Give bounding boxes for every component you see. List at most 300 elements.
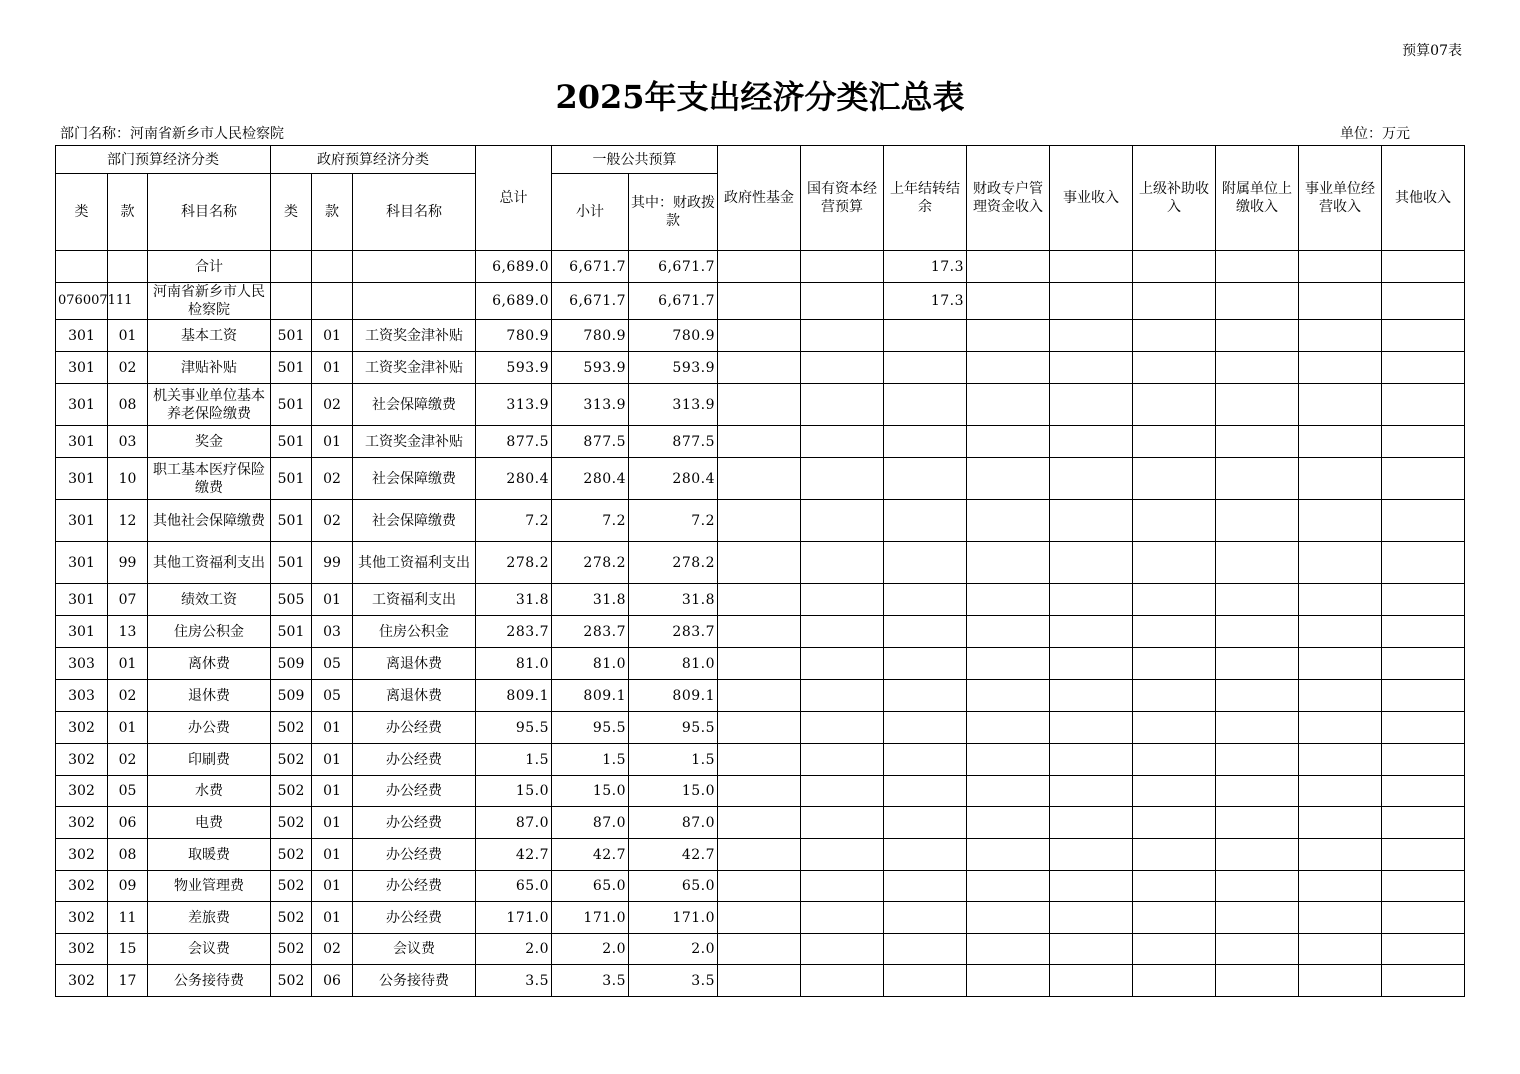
- cell-gov-kuan: 06: [312, 965, 353, 997]
- cell-superior-subsidy: [1133, 584, 1216, 616]
- cell-gov-lei: 502: [271, 965, 312, 997]
- cell-carryover: [884, 776, 967, 807]
- cell-business-income: [1050, 283, 1133, 320]
- cell-gov-kuan: 02: [312, 384, 353, 426]
- cell-dept-name: 机关事业单位基本养老保险缴费: [148, 384, 271, 426]
- cell-carryover: [884, 680, 967, 712]
- cell-gov-name: 会议费: [353, 934, 476, 965]
- header-subtotal: 小计: [552, 174, 629, 251]
- cell-total: 283.7: [476, 616, 552, 648]
- cell-total: 3.5: [476, 965, 552, 997]
- cell-other: [1382, 384, 1465, 426]
- cell-gov-lei: 502: [271, 871, 312, 902]
- cell-business-income: [1050, 320, 1133, 352]
- cell-other: [1382, 902, 1465, 934]
- cell-total: 280.4: [476, 458, 552, 500]
- cell-gov-lei: 502: [271, 712, 312, 744]
- cell-special-fund: [967, 426, 1050, 458]
- cell-gov-fund: [718, 965, 801, 997]
- cell-dept-kuan: 02: [108, 680, 148, 712]
- cell-superior-subsidy: [1133, 871, 1216, 902]
- form-number: 预算07表: [1402, 43, 1462, 59]
- cell-affiliated: [1216, 648, 1299, 680]
- cell-carryover: [884, 839, 967, 871]
- cell-affiliated: [1216, 251, 1299, 283]
- cell-gov-name: 社会保障缴费: [353, 458, 476, 500]
- cell-dept-lei: [56, 251, 108, 283]
- cell-total: 2.0: [476, 934, 552, 965]
- cell-carryover: [884, 320, 967, 352]
- cell-subtotal: 15.0: [552, 776, 629, 807]
- cell-state-capital: [801, 712, 884, 744]
- cell-subtotal: 42.7: [552, 839, 629, 871]
- cell-business-income: [1050, 839, 1133, 871]
- cell-operating: [1299, 871, 1382, 902]
- table-row: [56, 648, 1465, 680]
- cell-total: 6,689.0: [476, 283, 552, 320]
- cell-dept-lei: 303: [56, 648, 108, 680]
- cell-operating: [1299, 320, 1382, 352]
- cell-gov-kuan: 01: [312, 776, 353, 807]
- cell-gov-kuan: 01: [312, 902, 353, 934]
- cell-dept-name: 基本工资: [148, 320, 271, 352]
- cell-total: 278.2: [476, 542, 552, 584]
- cell-special-fund: [967, 776, 1050, 807]
- cell-gov-name: 住房公积金: [353, 616, 476, 648]
- cell-operating: [1299, 776, 1382, 807]
- cell-dept-lei: 302: [56, 712, 108, 744]
- cell-other: [1382, 320, 1465, 352]
- header-state-capital: 国有资本经营预算: [801, 146, 884, 251]
- cell-gov-name: 办公经费: [353, 744, 476, 776]
- cell-operating: [1299, 965, 1382, 997]
- cell-total: 1.5: [476, 744, 552, 776]
- cell-fiscal-allot: 65.0: [629, 871, 718, 902]
- cell-special-fund: [967, 384, 1050, 426]
- cell-operating: [1299, 807, 1382, 839]
- cell-subtotal: 6,671.7: [552, 251, 629, 283]
- cell-business-income: [1050, 384, 1133, 426]
- cell-affiliated: [1216, 320, 1299, 352]
- cell-dept-lei: 301: [56, 616, 108, 648]
- cell-dept-lei: 301: [56, 320, 108, 352]
- cell-special-fund: [967, 616, 1050, 648]
- cell-carryover: [884, 384, 967, 426]
- cell-subtotal: 65.0: [552, 871, 629, 902]
- cell-subtotal: 3.5: [552, 965, 629, 997]
- cell-fiscal-allot: 87.0: [629, 807, 718, 839]
- cell-business-income: [1050, 744, 1133, 776]
- cell-superior-subsidy: [1133, 500, 1216, 542]
- cell-subtotal: 283.7: [552, 616, 629, 648]
- table-row: [56, 902, 1465, 934]
- cell-subtotal: 2.0: [552, 934, 629, 965]
- cell-gov-kuan: 01: [312, 584, 353, 616]
- cell-affiliated: [1216, 871, 1299, 902]
- cell-special-fund: [967, 807, 1050, 839]
- cell-dept-name: 合计: [148, 251, 271, 283]
- cell-special-fund: [967, 584, 1050, 616]
- cell-gov-kuan: [312, 251, 353, 283]
- cell-affiliated: [1216, 500, 1299, 542]
- cell-other: [1382, 251, 1465, 283]
- cell-gov-lei: 501: [271, 500, 312, 542]
- cell-dept-name: 绩效工资: [148, 584, 271, 616]
- cell-superior-subsidy: [1133, 283, 1216, 320]
- table-row: [56, 500, 1465, 542]
- header-kuan: 款: [108, 174, 148, 251]
- cell-business-income: [1050, 807, 1133, 839]
- cell-subtotal: 87.0: [552, 807, 629, 839]
- cell-superior-subsidy: [1133, 352, 1216, 384]
- cell-gov-lei: 501: [271, 458, 312, 500]
- cell-carryover: 17.3: [884, 283, 967, 320]
- cell-subtotal: 95.5: [552, 712, 629, 744]
- cell-operating: [1299, 616, 1382, 648]
- cell-dept-name: 其他社会保障缴费: [148, 500, 271, 542]
- cell-dept-kuan: 09: [108, 871, 148, 902]
- cell-dept-lei: 302: [56, 902, 108, 934]
- cell-dept-name: 河南省新乡市人民检察院: [148, 283, 271, 320]
- cell-gov-fund: [718, 839, 801, 871]
- cell-fiscal-allot: 2.0: [629, 934, 718, 965]
- cell-state-capital: [801, 352, 884, 384]
- cell-other: [1382, 871, 1465, 902]
- header-subject-name: 科目名称: [148, 174, 271, 251]
- cell-gov-name: [353, 283, 476, 320]
- cell-gov-fund: [718, 680, 801, 712]
- cell-state-capital: [801, 283, 884, 320]
- cell-fiscal-allot: 313.9: [629, 384, 718, 426]
- cell-gov-fund: [718, 500, 801, 542]
- cell-dept-kuan: 01: [108, 648, 148, 680]
- cell-total: 65.0: [476, 871, 552, 902]
- cell-gov-lei: 505: [271, 584, 312, 616]
- table-row: [56, 584, 1465, 616]
- cell-dept-kuan: 15: [108, 934, 148, 965]
- cell-superior-subsidy: [1133, 839, 1216, 871]
- cell-dept-kuan: [108, 251, 148, 283]
- cell-operating: [1299, 934, 1382, 965]
- cell-other: [1382, 934, 1465, 965]
- cell-fiscal-allot: 593.9: [629, 352, 718, 384]
- cell-gov-lei: 509: [271, 648, 312, 680]
- cell-operating: [1299, 283, 1382, 320]
- header-total: 总计: [476, 146, 552, 251]
- cell-dept-kuan: 02: [108, 352, 148, 384]
- cell-gov-fund: [718, 616, 801, 648]
- cell-gov-kuan: 05: [312, 648, 353, 680]
- header-carryover: 上年结转结余: [884, 146, 967, 251]
- cell-state-capital: [801, 680, 884, 712]
- cell-total: 877.5: [476, 426, 552, 458]
- cell-dept-name: 水费: [148, 776, 271, 807]
- department-label: 部门名称：河南省新乡市人民检察院: [60, 126, 284, 142]
- cell-dept-kuan: 07: [108, 584, 148, 616]
- cell-affiliated: [1216, 839, 1299, 871]
- cell-state-capital: [801, 807, 884, 839]
- cell-special-fund: [967, 648, 1050, 680]
- cell-dept-lei: 302: [56, 839, 108, 871]
- cell-gov-kuan: 01: [312, 744, 353, 776]
- header-affiliated: 附属单位上缴收入: [1216, 146, 1299, 251]
- cell-gov-kuan: 01: [312, 712, 353, 744]
- cell-dept-name: 会议费: [148, 934, 271, 965]
- cell-carryover: [884, 712, 967, 744]
- cell-superior-subsidy: [1133, 542, 1216, 584]
- cell-business-income: [1050, 616, 1133, 648]
- header-gov-kuan: 款: [312, 174, 353, 251]
- cell-dept-lei: 301: [56, 352, 108, 384]
- cell-operating: [1299, 744, 1382, 776]
- cell-superior-subsidy: [1133, 251, 1216, 283]
- table-row: [56, 426, 1465, 458]
- cell-superior-subsidy: [1133, 712, 1216, 744]
- cell-dept-name: 津贴补贴: [148, 352, 271, 384]
- cell-dept-lei: 302: [56, 934, 108, 965]
- unit-label: 单位：万元: [1340, 126, 1410, 142]
- cell-dept-lei: 301: [56, 384, 108, 426]
- cell-subtotal: 6,671.7: [552, 283, 629, 320]
- cell-carryover: [884, 965, 967, 997]
- cell-carryover: [884, 500, 967, 542]
- cell-dept-lei: 302: [56, 776, 108, 807]
- cell-gov-name: 办公经费: [353, 807, 476, 839]
- cell-dept-kuan: 02: [108, 744, 148, 776]
- expenditure-table: [55, 145, 1465, 997]
- header-fiscal-allot: 其中：财政拨款: [629, 174, 718, 251]
- cell-gov-lei: 502: [271, 807, 312, 839]
- cell-total: 313.9: [476, 384, 552, 426]
- header-special-fund: 财政专户管理资金收入: [967, 146, 1050, 251]
- cell-carryover: [884, 871, 967, 902]
- cell-dept-kuan: 08: [108, 384, 148, 426]
- cell-gov-kuan: 02: [312, 934, 353, 965]
- cell-operating: [1299, 839, 1382, 871]
- cell-gov-name: 离退休费: [353, 648, 476, 680]
- cell-fiscal-allot: 1.5: [629, 744, 718, 776]
- cell-special-fund: [967, 744, 1050, 776]
- cell-other: [1382, 500, 1465, 542]
- cell-fiscal-allot: 15.0: [629, 776, 718, 807]
- cell-gov-fund: [718, 871, 801, 902]
- cell-business-income: [1050, 542, 1133, 584]
- cell-fiscal-allot: 7.2: [629, 500, 718, 542]
- cell-special-fund: [967, 965, 1050, 997]
- cell-gov-name: 社会保障缴费: [353, 500, 476, 542]
- cell-gov-lei: 501: [271, 384, 312, 426]
- cell-business-income: [1050, 712, 1133, 744]
- cell-subtotal: 7.2: [552, 500, 629, 542]
- cell-gov-kuan: 01: [312, 807, 353, 839]
- cell-dept-lei: 302: [56, 744, 108, 776]
- cell-gov-fund: [718, 352, 801, 384]
- cell-other: [1382, 965, 1465, 997]
- cell-total: 780.9: [476, 320, 552, 352]
- cell-special-fund: [967, 680, 1050, 712]
- cell-dept-name: 住房公积金: [148, 616, 271, 648]
- cell-dept-lei: 301: [56, 500, 108, 542]
- header-operating: 事业单位经营收入: [1299, 146, 1382, 251]
- header-dept-group: 部门预算经济分类: [56, 146, 271, 174]
- cell-gov-name: 公务接待费: [353, 965, 476, 997]
- table-row: [56, 965, 1465, 997]
- cell-other: [1382, 542, 1465, 584]
- table-row: [56, 871, 1465, 902]
- cell-superior-subsidy: [1133, 744, 1216, 776]
- cell-gov-name: 工资奖金津补贴: [353, 352, 476, 384]
- cell-superior-subsidy: [1133, 680, 1216, 712]
- cell-gov-fund: [718, 648, 801, 680]
- cell-subtotal: 278.2: [552, 542, 629, 584]
- cell-special-fund: [967, 352, 1050, 384]
- cell-gov-kuan: 01: [312, 426, 353, 458]
- cell-state-capital: [801, 542, 884, 584]
- cell-carryover: [884, 934, 967, 965]
- cell-business-income: [1050, 458, 1133, 500]
- cell-superior-subsidy: [1133, 616, 1216, 648]
- cell-fiscal-allot: 6,671.7: [629, 251, 718, 283]
- cell-carryover: [884, 616, 967, 648]
- cell-carryover: [884, 458, 967, 500]
- cell-subtotal: 593.9: [552, 352, 629, 384]
- cell-operating: [1299, 712, 1382, 744]
- cell-dept-kuan: 12: [108, 500, 148, 542]
- cell-fiscal-allot: 171.0: [629, 902, 718, 934]
- cell-carryover: [884, 584, 967, 616]
- cell-fiscal-allot: 283.7: [629, 616, 718, 648]
- cell-fiscal-allot: 42.7: [629, 839, 718, 871]
- cell-gov-fund: [718, 712, 801, 744]
- cell-affiliated: [1216, 283, 1299, 320]
- cell-business-income: [1050, 500, 1133, 542]
- cell-gov-lei: 501: [271, 426, 312, 458]
- cell-total: 31.8: [476, 584, 552, 616]
- cell-operating: [1299, 902, 1382, 934]
- cell-special-fund: [967, 320, 1050, 352]
- header-gov-subject-name: 科目名称: [353, 174, 476, 251]
- cell-superior-subsidy: [1133, 458, 1216, 500]
- cell-dept-lei: 302: [56, 965, 108, 997]
- cell-operating: [1299, 542, 1382, 584]
- cell-dept-name: 物业管理费: [148, 871, 271, 902]
- cell-carryover: [884, 902, 967, 934]
- cell-gov-fund: [718, 776, 801, 807]
- table-row: [56, 542, 1465, 584]
- cell-dept-name: 印刷费: [148, 744, 271, 776]
- cell-special-fund: [967, 251, 1050, 283]
- cell-other: [1382, 584, 1465, 616]
- cell-gov-fund: [718, 251, 801, 283]
- cell-total: 7.2: [476, 500, 552, 542]
- cell-dept-name: 离休费: [148, 648, 271, 680]
- cell-other: [1382, 776, 1465, 807]
- cell-other: [1382, 680, 1465, 712]
- cell-dept-name: 差旅费: [148, 902, 271, 934]
- cell-dept-lei: 302: [56, 807, 108, 839]
- cell-total: 95.5: [476, 712, 552, 744]
- cell-dept-kuan: 13: [108, 616, 148, 648]
- cell-subtotal: 171.0: [552, 902, 629, 934]
- cell-gov-kuan: 02: [312, 500, 353, 542]
- cell-affiliated: [1216, 542, 1299, 584]
- cell-special-fund: [967, 283, 1050, 320]
- cell-subtotal: 809.1: [552, 680, 629, 712]
- cell-business-income: [1050, 902, 1133, 934]
- cell-superior-subsidy: [1133, 776, 1216, 807]
- cell-gov-lei: 501: [271, 542, 312, 584]
- cell-gov-name: 社会保障缴费: [353, 384, 476, 426]
- cell-gov-name: 办公经费: [353, 712, 476, 744]
- table-body: [56, 251, 1465, 997]
- cell-dept-kuan: 17: [108, 965, 148, 997]
- cell-state-capital: [801, 616, 884, 648]
- cell-fiscal-allot: 81.0: [629, 648, 718, 680]
- cell-gov-fund: [718, 320, 801, 352]
- page-title: 2025年支出经济分类汇总表: [555, 78, 965, 116]
- cell-gov-lei: 502: [271, 744, 312, 776]
- cell-gov-lei: 502: [271, 902, 312, 934]
- cell-gov-lei: [271, 251, 312, 283]
- cell-state-capital: [801, 584, 884, 616]
- cell-gov-name: 办公经费: [353, 902, 476, 934]
- table-row: [56, 712, 1465, 744]
- cell-gov-lei: 502: [271, 776, 312, 807]
- table-row: [56, 352, 1465, 384]
- cell-dept-lei: 301: [56, 426, 108, 458]
- cell-business-income: [1050, 426, 1133, 458]
- table-row: [56, 283, 1465, 320]
- cell-gov-fund: [718, 584, 801, 616]
- cell-gov-fund: [718, 384, 801, 426]
- cell-state-capital: [801, 426, 884, 458]
- cell-subtotal: 1.5: [552, 744, 629, 776]
- cell-state-capital: [801, 458, 884, 500]
- cell-affiliated: [1216, 807, 1299, 839]
- cell-dept-name: 奖金: [148, 426, 271, 458]
- cell-gov-lei: [271, 283, 312, 320]
- table-row: [56, 839, 1465, 871]
- cell-carryover: [884, 648, 967, 680]
- cell-other: [1382, 458, 1465, 500]
- cell-dept-lei: 301: [56, 542, 108, 584]
- cell-gov-fund: [718, 283, 801, 320]
- cell-gov-name: 工资奖金津补贴: [353, 426, 476, 458]
- cell-other: [1382, 426, 1465, 458]
- cell-fiscal-allot: 278.2: [629, 542, 718, 584]
- cell-carryover: 17.3: [884, 251, 967, 283]
- table-row: [56, 776, 1465, 807]
- cell-business-income: [1050, 251, 1133, 283]
- cell-fiscal-allot: 280.4: [629, 458, 718, 500]
- cell-gov-name: 其他工资福利支出: [353, 542, 476, 584]
- cell-dept-kuan: 06: [108, 807, 148, 839]
- table-row: [56, 616, 1465, 648]
- cell-gov-name: 工资奖金津补贴: [353, 320, 476, 352]
- cell-total: 81.0: [476, 648, 552, 680]
- table-row: [56, 680, 1465, 712]
- cell-subtotal: 313.9: [552, 384, 629, 426]
- cell-dept-lei: 301: [56, 584, 108, 616]
- cell-special-fund: [967, 542, 1050, 584]
- cell-gov-kuan: 01: [312, 871, 353, 902]
- header-lei: 类: [56, 174, 108, 251]
- cell-special-fund: [967, 839, 1050, 871]
- cell-dept-name: 职工基本医疗保险缴费: [148, 458, 271, 500]
- cell-affiliated: [1216, 680, 1299, 712]
- cell-gov-kuan: 02: [312, 458, 353, 500]
- cell-special-fund: [967, 458, 1050, 500]
